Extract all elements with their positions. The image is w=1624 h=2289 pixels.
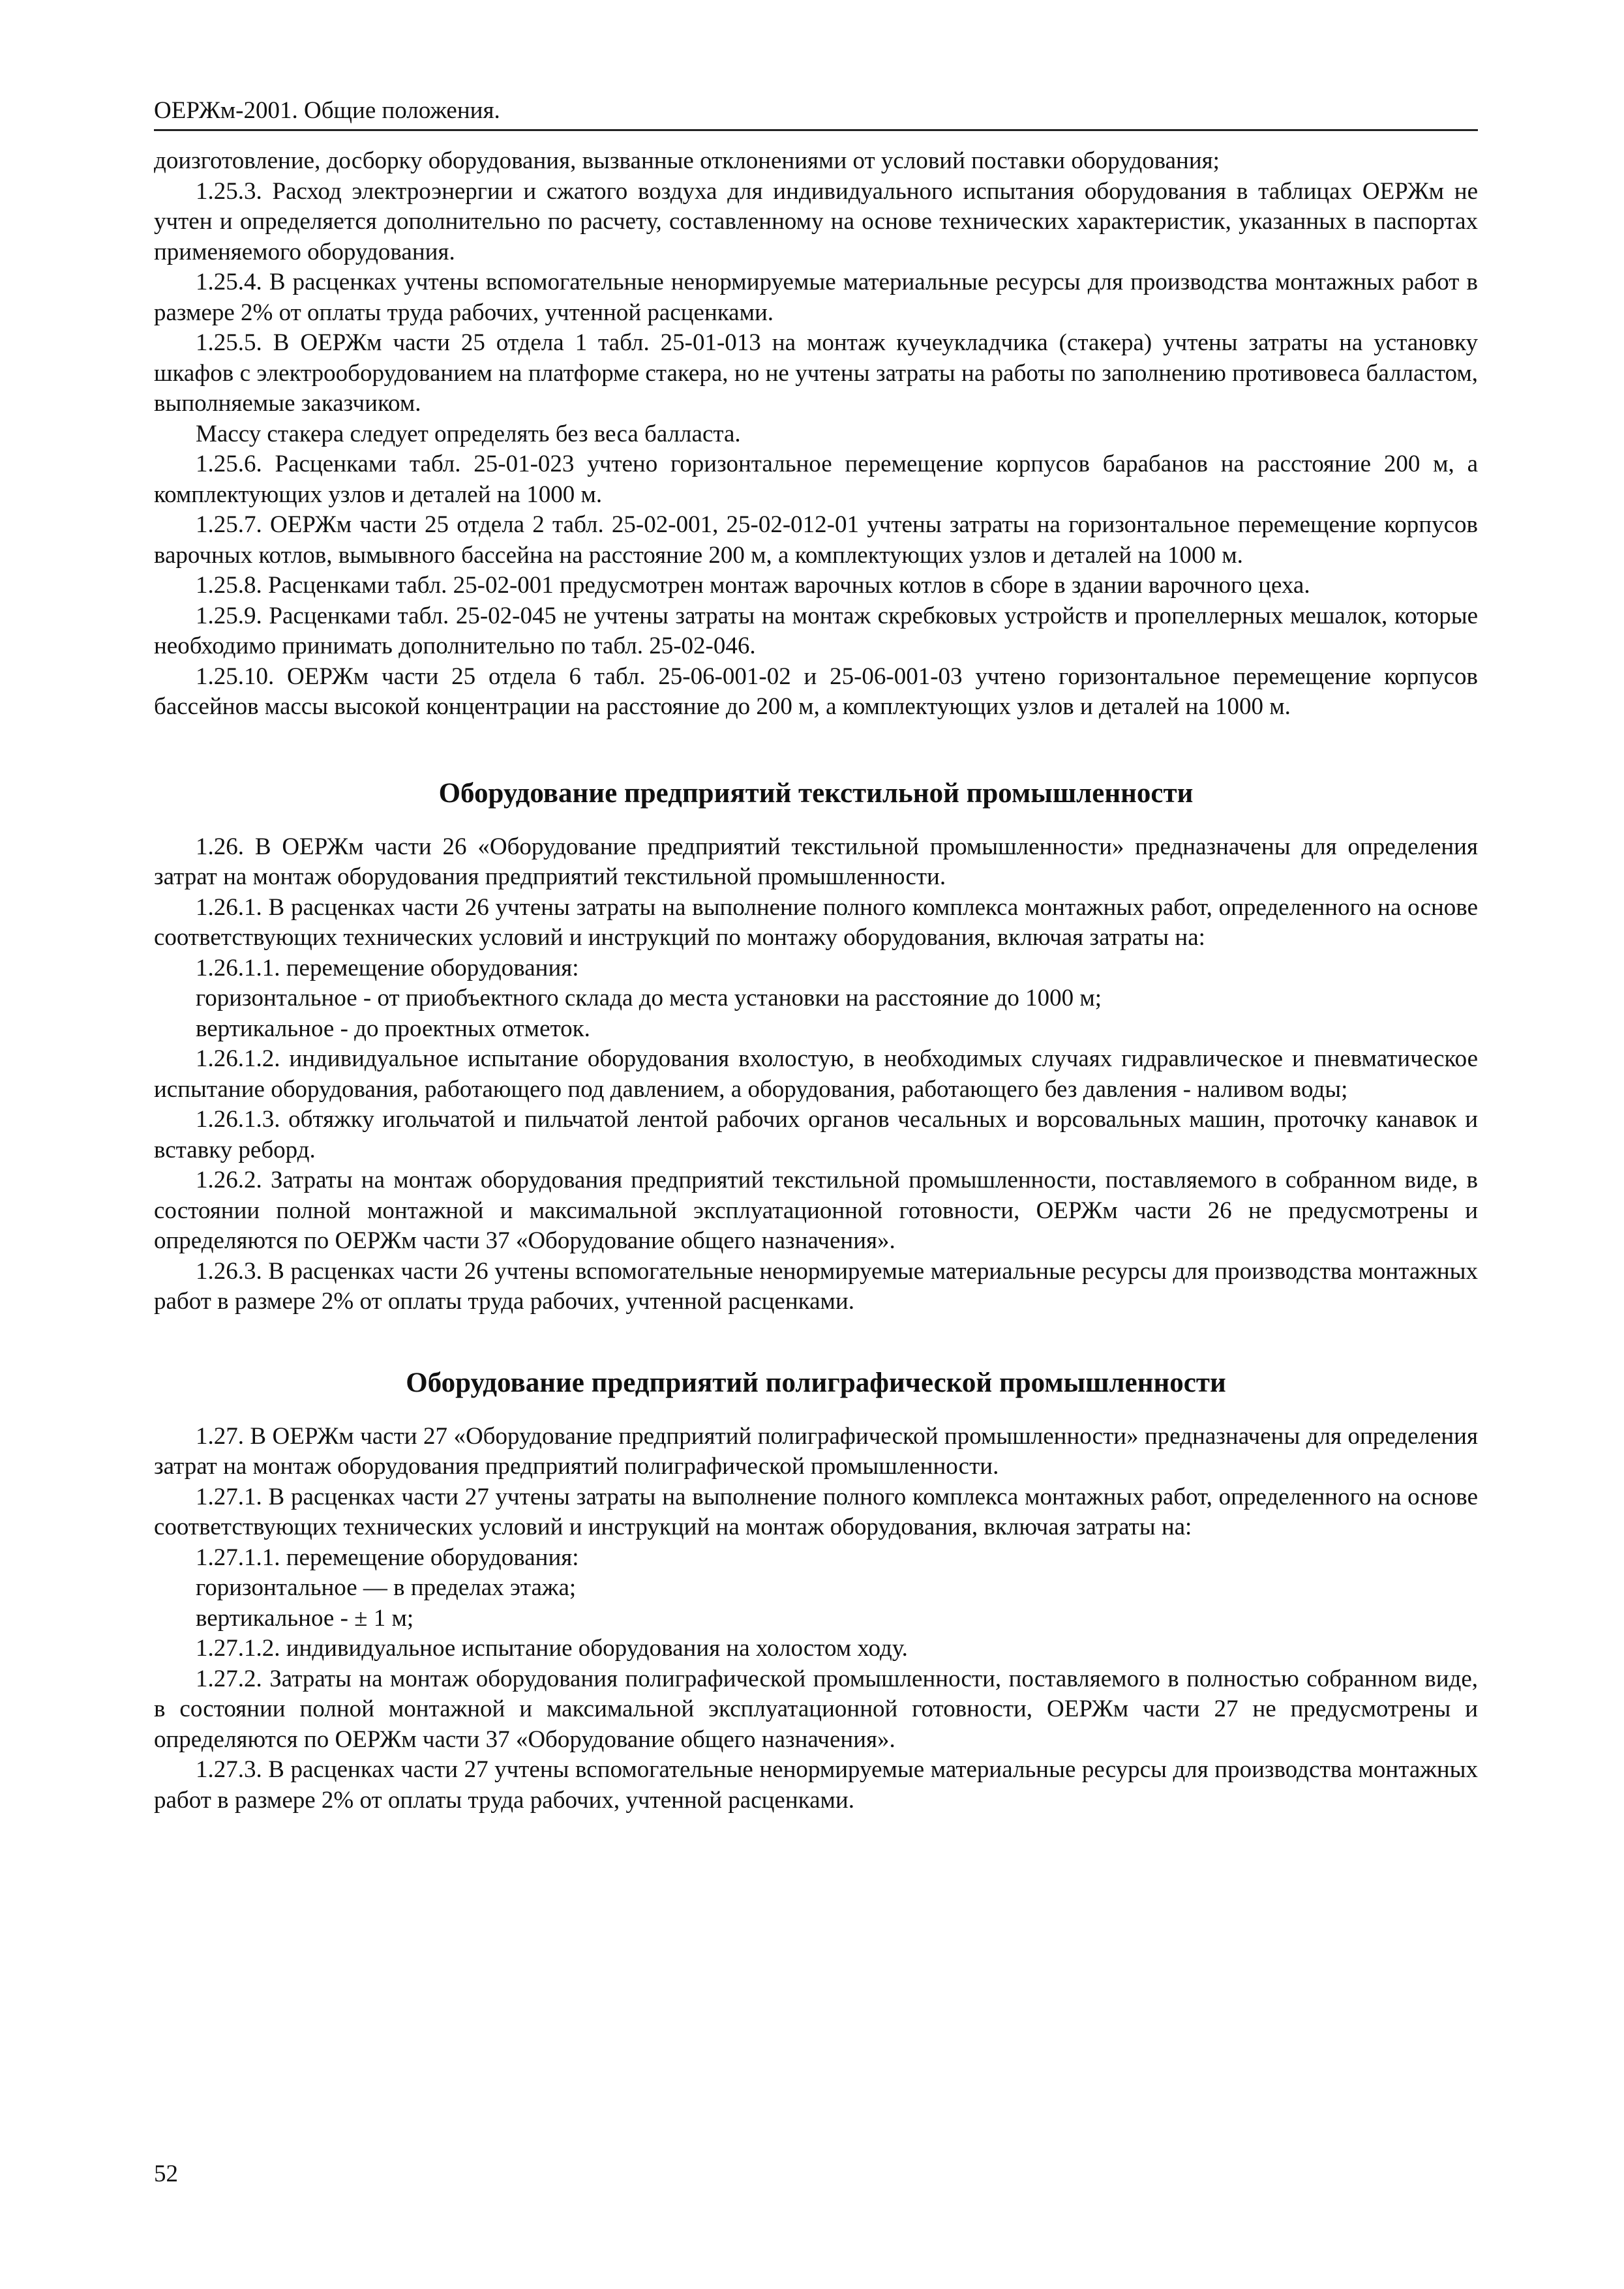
section-textile-body (154, 832, 1478, 1317)
paragraph: 1.27.1.2. индивидуальное испытание оборудования на холостом ходу. (196, 1635, 908, 1662)
paragraph: доизготовление, досборку оборудования, вызванные отклонениями от условий поставки оборудования; (154, 147, 1220, 174)
section-1-25-continued (154, 146, 1478, 723)
paragraph: 1.25.9. Расценками табл. 25-02-045 не учтены затраты на монтаж скребковых устройств и пропеллерных мешалок, которые необходимо принимать дополнительно по табл. 25-02-046. (154, 602, 1478, 659)
page-content (154, 146, 1478, 1816)
paragraph: горизонтальное - от приобъектного склада до места установки на расстояние до 1000 м; (196, 985, 1102, 1011)
paragraph: 1.27.1. В расценках части 27 учтены затраты на выполнение полного комплекса монтажных работ, определенного на основе соответствующих технических условий и инструкций на монтаж оборудования, включая затраты на: (154, 1483, 1478, 1540)
paragraph: 1.26.3. В расценках части 26 учтены вспомогательные ненормируемые материальные ресурсы для производства монтажных работ в размере 2% от оплаты труда рабочих, учтенной расценками. (154, 1257, 1478, 1315)
paragraph: горизонтальное — в пределах этажа; (196, 1574, 577, 1601)
paragraph: 1.25.8. Расценками табл. 25-02-001 предусмотрен монтаж варочных котлов в сборе в здании варочного цеха. (196, 572, 1310, 599)
paragraph: Массу стакера следует определять без веса балласта. (196, 420, 741, 447)
paragraph: 1.27.2. Затраты на монтаж оборудования полиграфической промышленности, поставляемого в полностью собранном виде, в состоянии полной монтажной и максимальной эксплуатационной готовности, ОЕРЖм части 27 не предусмотрены и определяются по ОЕРЖм части 37 «Оборудование общего назначения». (154, 1665, 1478, 1753)
paragraph: вертикальное - до проектных отметок. (196, 1015, 590, 1042)
page-number: 52 (154, 2161, 178, 2187)
section-printing-body (154, 1422, 1478, 1816)
running-header: ОЕРЖм-2001. Общие положения. (154, 97, 1478, 131)
paragraph: 1.25.4. В расценках учтены вспомогательные ненормируемые материальные ресурсы для производства монтажных работ в размере 2% от оплаты труда рабочих, учтенной расценками. (154, 269, 1478, 326)
paragraph: 1.26.1.2. индивидуальное испытание оборудования вхолостую, в необходимых случаях гидравлическое и пневматическое испытание оборудования, работающего под давлением, а оборудования, работающего без давления - наливом воды; (154, 1045, 1478, 1103)
section-heading-textile: Оборудование предприятий текстильной промышленности (438, 777, 1194, 809)
paragraph: 1.25.3. Расход электроэнергии и сжатого воздуха для индивидуального испытания оборудования в таблицах ОЕРЖм не учтен и определяется дополнительно по расчету, составленному на основе технических характеристик, указанных в паспортах применяемого оборудования. (154, 177, 1478, 265)
paragraph: 1.26. В ОЕРЖм части 26 «Оборудование предприятий текстильной промышленности» предназначены для определения затрат на монтаж оборудования предприятий текстильной промышленности. (154, 833, 1478, 890)
paragraph: 1.25.10. ОЕРЖм части 25 отдела 6 табл. 25-06-001-02 и 25-06-001-03 учтено горизонтальное перемещение корпусов бассейнов массы высокой концентрации на расстояние до 200 м, а комплектующих узлов и деталей на 1000 м. (154, 663, 1478, 720)
paragraph: 1.26.1.1. перемещение оборудования: (196, 954, 579, 981)
paragraph: 1.25.6. Расценками табл. 25-01-023 учтено горизонтальное перемещение корпусов барабанов на расстояние 200 м, а комплектующих узлов и деталей на 1000 м. (154, 451, 1478, 508)
paragraph: 1.25.5. В ОЕРЖм части 25 отдела 1 табл. 25-01-013 на монтаж кучеукладчика (стакера) учтены затраты на установку шкафов с электрооборудованием на платформе стакера, но не учтены затраты на работы по заполнению противовеса балластом, выполняемые заказчиком. (154, 329, 1478, 417)
section-heading-printing: Оборудование предприятий полиграфической промышленности (406, 1367, 1226, 1398)
paragraph: 1.25.7. ОЕРЖм части 25 отдела 2 табл. 25-02-001, 25-02-012-01 учтены затраты на горизонтальное перемещение корпусов варочных котлов, вымывного бассейна на расстояние 200 м, а комплектующих узлов и деталей на 1000 м. (154, 511, 1478, 569)
paragraph: 1.26.1.3. обтяжку игольчатой и пильчатой лентой рабочих органов чесальных и ворсовальных машин, проточку канавок и вставку реборд. (154, 1106, 1478, 1163)
paragraph: 1.27.3. В расценках части 27 учтены вспомогательные ненормируемые материальные ресурсы для производства монтажных работ в размере 2% от оплаты труда рабочих, учтенной расценками. (154, 1756, 1478, 1814)
paragraph: 1.26.2. Затраты на монтаж оборудования предприятий текстильной промышленности, поставляемого в собранном виде, в состоянии полной монтажной и максимальной эксплуатационной готовности, ОЕРЖм части 26 не предусмотрены и определяются по ОЕРЖм части 37 «Оборудование общего назначения». (154, 1167, 1478, 1254)
paragraph: вертикальное - ± 1 м; (196, 1604, 414, 1632)
paragraph: 1.26.1. В расценках части 26 учтены затраты на выполнение полного комплекса монтажных работ, определенного на основе соответствующих технических условий и инструкций по монтажу оборудования, включая затраты на: (154, 893, 1478, 951)
paragraph: 1.27. В ОЕРЖм части 27 «Оборудование предприятий полиграфической промышленности» предназначены для определения затрат на монтаж оборудования предприятий полиграфической промышленности. (154, 1422, 1478, 1480)
paragraph: 1.27.1.1. перемещение оборудования: (196, 1544, 579, 1571)
